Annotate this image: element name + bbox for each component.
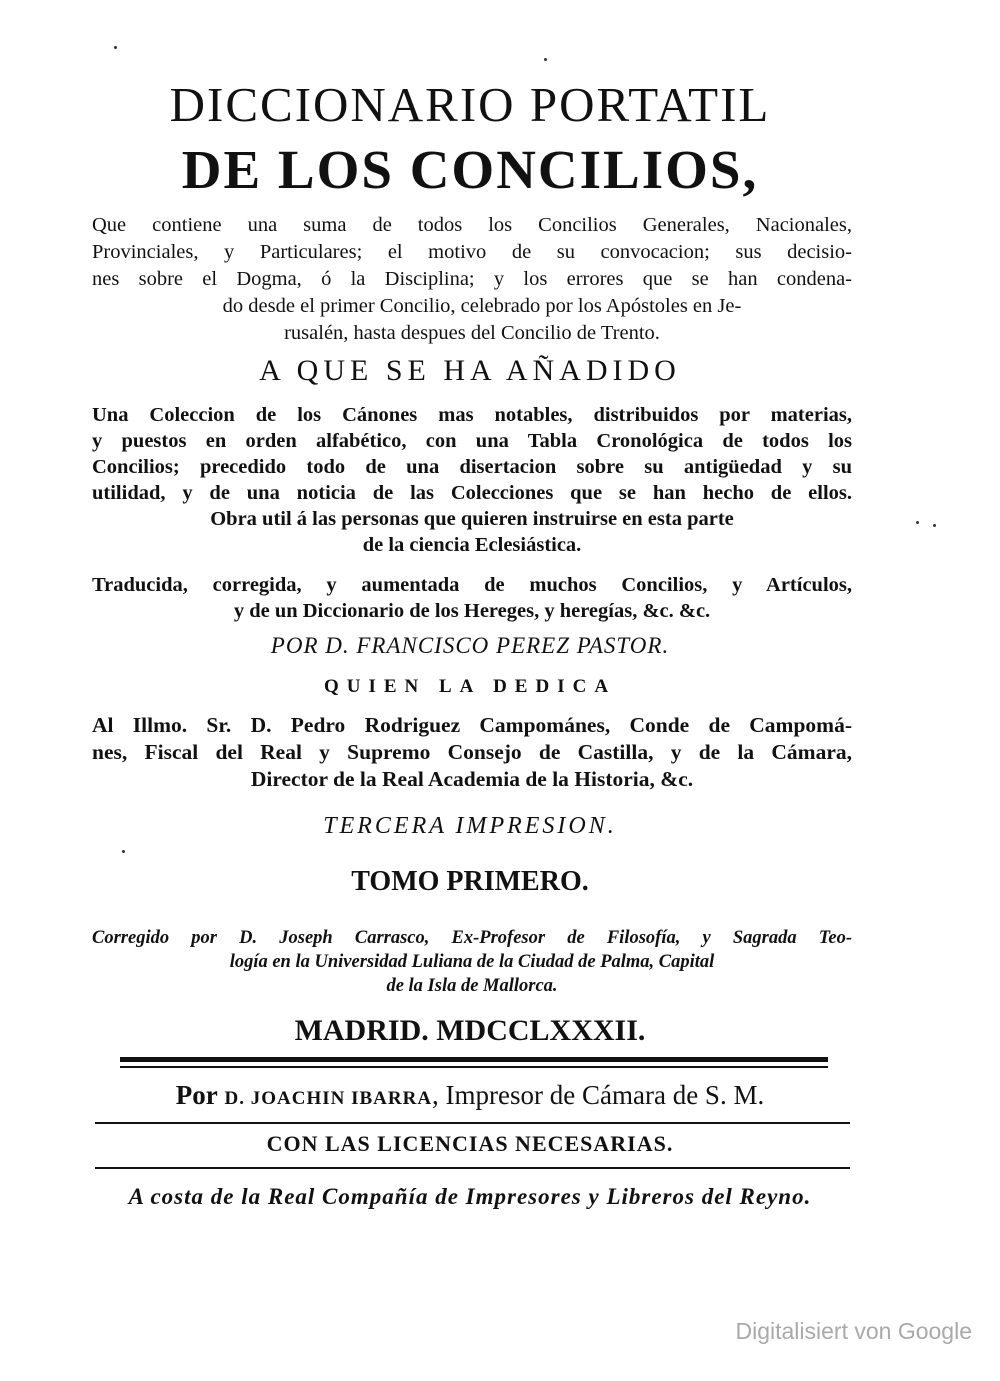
corrector-block xyxy=(92,926,852,998)
addition-line: Concilios; precedido todo de una disertacion sobre su antigüedad y su xyxy=(92,456,852,478)
printer-por: Por xyxy=(175,1080,218,1110)
printer-line xyxy=(80,1080,860,1111)
printer-name: D. JOACHIN IBARRA xyxy=(224,1088,433,1109)
corrector-line: logía en la Universidad Luliana de la Ciudad de Palma, Capital xyxy=(229,952,715,972)
corrector-line: de la Isla de Mallorca. xyxy=(386,976,558,996)
description-line: Que contiene una suma de todos los Concilios Generales, Nacionales, xyxy=(92,214,852,236)
addition-line: y puestos en orden alfabético, con una Tabla Cronológica de todos los xyxy=(92,430,852,452)
description-line: do desde el primer Concilio, celebrado por los Apóstoles en Je- xyxy=(222,295,742,317)
speck xyxy=(933,524,936,527)
dedication-heading: QUIEN LA DEDICA xyxy=(323,676,617,697)
rule xyxy=(95,1167,850,1169)
translation-block xyxy=(92,572,852,624)
double-rule-top xyxy=(120,1057,828,1062)
cost-line: A costa de la Real Compañía de Impresores y Libreros del Reyno. xyxy=(128,1184,812,1209)
printer-rest: , Impresor de Cámara de S. M. xyxy=(432,1080,765,1110)
description-line: rusalén, hasta despues del Concilio de Trento. xyxy=(284,322,660,344)
title-line-1: DICCIONARIO PORTATIL xyxy=(169,77,771,132)
dedication-line: Director de la Real Academia de la Historia, &c. xyxy=(250,767,694,791)
description-block xyxy=(92,212,852,347)
author: POR D. FRANCISCO PEREZ PASTOR. xyxy=(270,633,670,658)
place-year: MADRID. MDCCLXXXII. xyxy=(294,1014,646,1047)
digitization-watermark: Digitalisiert von Google xyxy=(735,1318,972,1344)
addition-line: utilidad, y de una noticia de las Colecciones que se han hecho de ellos. xyxy=(92,482,852,504)
volume: TOMO PRIMERO. xyxy=(351,866,589,897)
corrector-line: Corregido por D. Joseph Carrasco, Ex-Profesor de Filosofía, y Sagrada Teo- xyxy=(92,928,852,948)
addition-line: Obra util á las personas que quieren instruirse en esta parte xyxy=(210,508,734,530)
dedication-block xyxy=(92,712,852,793)
speck xyxy=(544,58,547,61)
addition-line: Una Coleccion de los Cánones mas notables, distribuidos por materias, xyxy=(92,404,852,426)
licenses: CON LAS LICENCIAS NECESARIAS. xyxy=(266,1131,674,1156)
title-line-2: DE LOS CONCILIOS, xyxy=(181,139,759,200)
addition-heading: A QUE SE HA AÑADIDO xyxy=(259,354,681,387)
speck xyxy=(114,46,117,49)
dedication-line: Al Illmo. Sr. D. Pedro Rodriguez Campománes, Conde de Campomá- xyxy=(92,713,852,737)
double-rule-bottom xyxy=(120,1066,828,1068)
dedication-line: nes, Fiscal del Real y Supremo Consejo de Castilla, y de la Cámara, xyxy=(92,740,852,764)
description-line: Provinciales, y Particulares; el motivo de su convocacion; sus decisio- xyxy=(92,241,852,263)
speck xyxy=(122,850,125,853)
addition-line: de la ciencia Eclesiástica. xyxy=(362,534,582,556)
edition: TERCERA IMPRESION. xyxy=(323,813,617,839)
translation-line: y de un Diccionario de los Hereges, y heregías, &c. &c. xyxy=(233,600,711,622)
speck xyxy=(916,521,919,524)
addition-block xyxy=(92,402,852,558)
rule xyxy=(95,1122,850,1124)
description-line: nes sobre el Dogma, ó la Disciplina; y los errores que se han condena- xyxy=(92,268,852,290)
translation-line: Traducida, corregida, y aumentada de muchos Concilios, y Artículos, xyxy=(92,574,852,596)
